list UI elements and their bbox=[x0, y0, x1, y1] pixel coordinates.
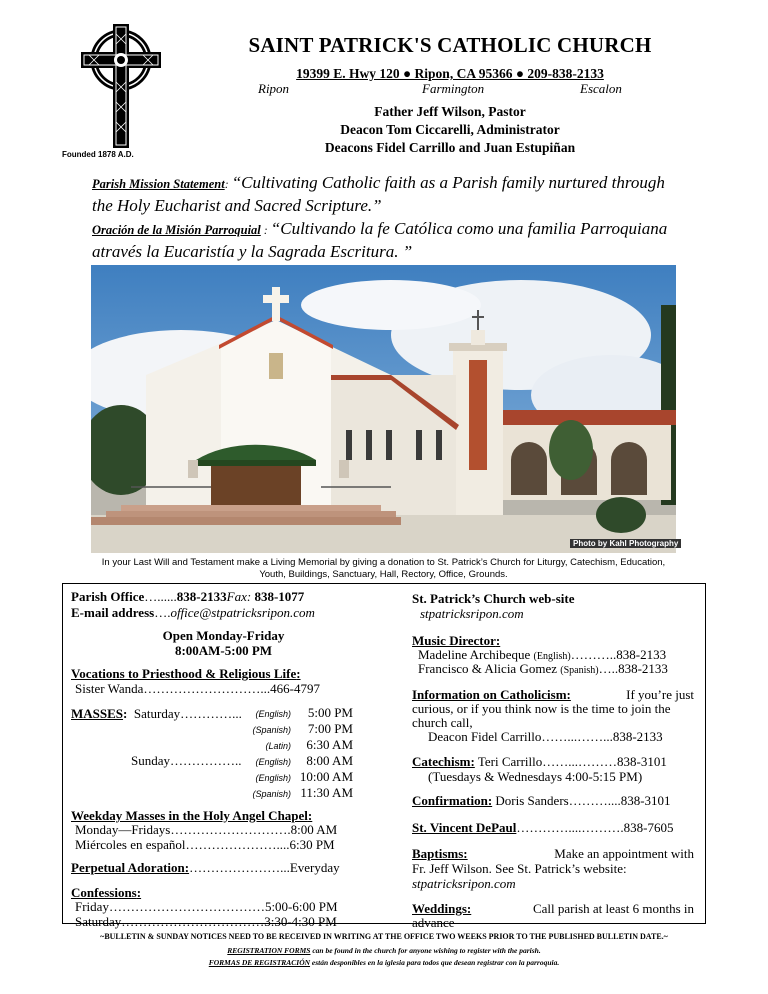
mass-lang: (English) bbox=[255, 709, 291, 719]
weekday-masses-label: Weekday Masses in the Holy Angel Chapel: bbox=[71, 808, 313, 823]
clergy-administrator: Deacon Tom Ciccarelli, Administrator bbox=[340, 122, 560, 137]
mass-time: 7:00 PM bbox=[307, 721, 353, 736]
catholicism-line: curious, or if you think now is the time to join the bbox=[412, 701, 671, 716]
parish-office-line: Parish Office…......838-2133Fax: 838-1077 bbox=[71, 589, 305, 604]
email-address[interactable]: office@stpatricksripon.com bbox=[170, 605, 315, 620]
office-hours-times: 8:00AM-5:00 PM bbox=[174, 643, 273, 658]
mass-time: 11:30 AM bbox=[300, 785, 353, 800]
catholicism-info: Information on Catholicism: If you’re just bbox=[412, 687, 694, 702]
living-memorial-text: In your Last Will and Testament make a Living Memorial by giving a donation to St. Patrick’s Church for Liturgy, Catechism, Education, Youth, Buildings, Sanctuary, Hall, Rectory, Office, Grounds. bbox=[101, 557, 666, 580]
mass-lang: (Spanish) bbox=[252, 725, 291, 735]
music-director-line: Madeline Archibeque (English)………..838-2133 bbox=[418, 647, 667, 662]
sunday-label: Sunday…………….. bbox=[131, 753, 242, 768]
photo-credit: Photo by Kahl Photography bbox=[570, 539, 681, 548]
mass-time: 8:00 AM bbox=[306, 753, 353, 768]
catholicism-contact: Deacon Fidel Carrillo……...……...838-2133 bbox=[428, 729, 663, 744]
celtic-cross-logo bbox=[75, 22, 167, 150]
mass-time: 5:00 PM bbox=[307, 705, 353, 720]
mission-es-text: “Cultivando la fe Católica como una familia Parroquiana através la Eucaristía y la Sagrada Escritura. ” bbox=[92, 219, 668, 261]
mission-statement-es: Oración de la Misión Parroquial : “Cultivando la fe Católica como una familia Parroquiana através la Eucaristía y la Sagrada Escritura. ” bbox=[92, 219, 668, 261]
clergy-pastor: Father Jeff Wilson, Pastor bbox=[374, 104, 526, 119]
mission-statement-en: Parish Mission Statement: “Cultivating Catholic faith as a Parish family nurtured through the Holy Eucharist and Sacred Scripture.” bbox=[92, 173, 665, 215]
town-farmington: Farmington bbox=[422, 81, 485, 96]
church-name: SAINT PATRICK'S CATHOLIC CHURCH bbox=[248, 33, 652, 57]
mass-lang: (English) bbox=[255, 757, 291, 767]
website-label: St. Patrick’s Church web-site bbox=[412, 591, 575, 606]
mass-lang: (English) bbox=[255, 773, 291, 783]
weddings-info: Weddings: Call parish at least 6 months in bbox=[412, 901, 694, 916]
confessions-line: Friday………………………………5:00-6:00 PM bbox=[75, 899, 338, 914]
mass-time: 6:30 AM bbox=[306, 737, 353, 752]
weekday-mass-line: Monday—Fridays……………………….8:00 AM bbox=[75, 822, 338, 837]
email-line: E-mail address….office@stpatricksripon.com bbox=[71, 605, 315, 620]
town-escalon: Escalon bbox=[580, 81, 622, 96]
weddings-line: advance bbox=[412, 915, 455, 930]
mass-time: 10:00 AM bbox=[299, 769, 353, 784]
vocations-label: Vocations to Priesthood & Religious Life: bbox=[71, 666, 301, 681]
baptisms-line: Fr. Jeff Wilson. See St. Patrick’s website: bbox=[412, 861, 627, 876]
music-director-line: Francisco & Alicia Gomez (Spanish)…..838-2133 bbox=[418, 661, 668, 676]
clergy-deacons: Deacons Fidel Carrillo and Juan Estupiñan bbox=[324, 140, 576, 155]
bulletin-notice: ~BULLETIN & SUNDAY NOTICES NEED TO BE RECEIVED IN WRITING AT THE OFFICE TWO WEEKS PRIOR TO THE PUBLISHED BULLETIN DATE.~ bbox=[100, 932, 668, 941]
mission-en-text: “Cultivating Catholic faith as a Parish family nurtured through the Holy Eucharist and Sacred Scripture.” bbox=[92, 173, 665, 215]
website-link[interactable]: stpatricksripon.com bbox=[420, 606, 524, 621]
masses-label-line: MASSES: Saturday…………... bbox=[71, 706, 242, 721]
mission-en-label: Parish Mission Statement bbox=[92, 177, 225, 191]
confirmation-line: Confirmation: Doris Sanders………....838-3101 bbox=[412, 793, 671, 808]
church-photo bbox=[91, 265, 676, 553]
catechism-hours: (Tuesdays & Wednesdays 4:00-5:15 PM) bbox=[428, 769, 643, 784]
founded-text: Founded 1878 A.D. bbox=[62, 150, 134, 159]
baptisms-info: Baptisms: Make an appointment with bbox=[412, 846, 694, 861]
registration-forms-es: FORMAS DE REGISTRACIÓN están desponibles en la iglesia para todos que desean registrar con la parroquia. bbox=[208, 958, 560, 967]
vocations-contact: Sister Wanda………………………...466-4797 bbox=[75, 681, 320, 696]
st-vincent-depaul-line: St. Vincent DePaul…………....……….838-7605 bbox=[412, 820, 674, 835]
catholicism-line: church call, bbox=[412, 715, 473, 730]
registration-forms-en: REGISTRATION FORMS can be found in the church for anyone wishing to register with the parish. bbox=[227, 946, 541, 955]
confessions-label: Confessions: bbox=[71, 885, 142, 900]
mass-lang: (Spanish) bbox=[252, 789, 291, 799]
mass-lang: (Latin) bbox=[265, 741, 291, 751]
weekday-mass-line: Miércoles en español…………………....6:30 PM bbox=[75, 837, 335, 852]
confessions-line: Saturday……………………………3:30-4:30 PM bbox=[75, 914, 337, 929]
town-ripon: Ripon bbox=[258, 81, 290, 96]
music-director-label: Music Director: bbox=[412, 633, 501, 648]
baptisms-website[interactable]: stpatricksripon.com bbox=[412, 876, 516, 891]
catechism-line: Catechism: Teri Carrillo……...………838-3101 bbox=[412, 754, 667, 769]
perpetual-adoration-line: Perpetual Adoration:…………………...Everyday bbox=[71, 860, 340, 875]
mission-es-label: Oración de la Misión Parroquial bbox=[92, 223, 261, 237]
parish-info-box bbox=[62, 583, 706, 930]
office-hours-days: Open Monday-Friday bbox=[162, 628, 285, 643]
church-address: 19399 E. Hwy 120 ● Ripon, CA 95366 ● 209-838-2133 bbox=[296, 66, 604, 81]
